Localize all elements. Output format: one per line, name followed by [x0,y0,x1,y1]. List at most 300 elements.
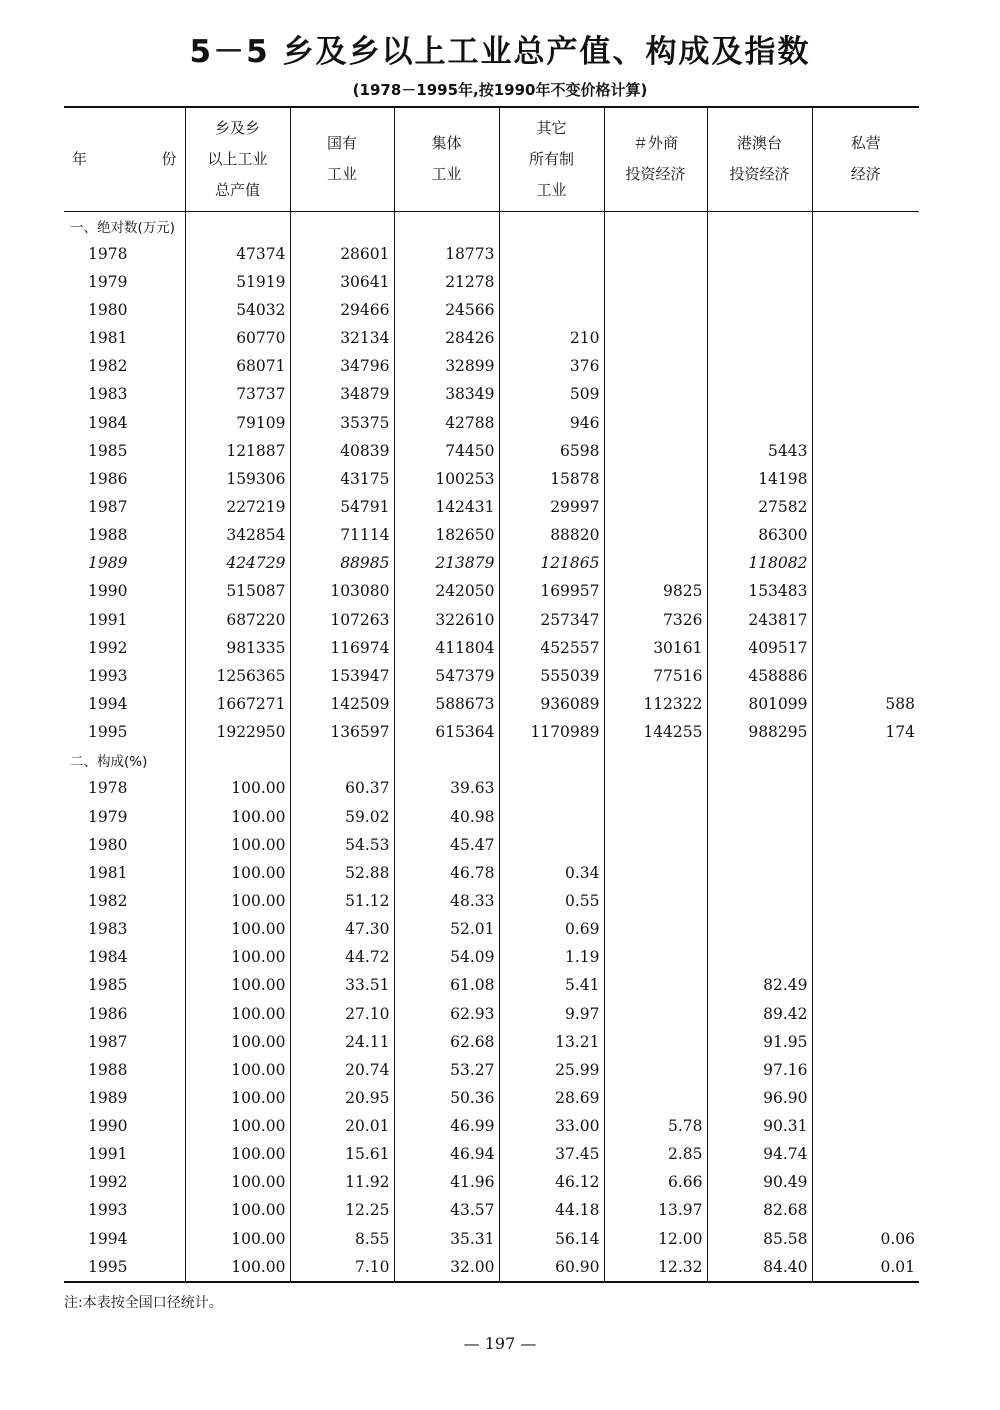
table-cell: 34879 [290,380,394,408]
row-year: 1983 [88,920,128,939]
row-year: 1990 [88,1117,128,1136]
table-cell: 82.68 [707,1196,812,1224]
table-cell: 409517 [707,634,812,662]
row-year: 1989 [88,1088,128,1107]
table-cell [604,915,707,943]
table-row [64,915,919,943]
table-cell: 90.31 [707,1112,812,1140]
section-row [64,746,919,774]
table-cell: 27.10 [290,999,394,1027]
table-cell: 88985 [290,549,394,577]
table-cell: 32899 [394,352,499,380]
header-total [185,107,290,211]
table-cell [604,943,707,971]
table-cell: 90.49 [707,1168,812,1196]
table-row [64,1253,919,1282]
table-cell: 936089 [499,690,604,718]
table-cell: 71114 [290,521,394,549]
table-cell: 0.69 [499,915,604,943]
table-cell: 39.63 [394,774,499,802]
table-cell: 60.37 [290,774,394,802]
table-cell [604,324,707,352]
table-cell: 44.18 [499,1196,604,1224]
table-cell: 73737 [185,380,290,408]
table-cell [812,887,919,915]
table-row [64,1056,919,1084]
table-cell [499,774,604,802]
table-cell: 100.00 [185,1225,290,1253]
table-cell: 96.90 [707,1084,812,1112]
table-cell: 20.95 [290,1084,394,1112]
table-cell: 52.01 [394,915,499,943]
table-cell [604,1056,707,1084]
table-cell: 27582 [707,493,812,521]
table-row [64,1140,919,1168]
table-cell: 121865 [499,549,604,577]
table-cell [812,521,919,549]
header-private-line: 经济 [850,165,881,184]
statistics-table [64,106,919,1283]
table-cell: 121887 [185,437,290,465]
table-row [64,577,919,605]
row-year: 1978 [88,779,128,798]
table-row [64,690,919,718]
table-cell [604,831,707,859]
table-cell: 242050 [394,577,499,605]
table-cell: 547379 [394,662,499,690]
table-cell [707,887,812,915]
table-cell [812,380,919,408]
row-year: 1985 [88,976,128,995]
table-cell: 411804 [394,634,499,662]
footnote: 注:本表按全国口径统计。 [64,1295,223,1311]
table-row [64,859,919,887]
table-row [64,324,919,352]
table-cell: 8.55 [290,1225,394,1253]
table-row [64,662,919,690]
table-cell: 100.00 [185,1140,290,1168]
table-cell: 322610 [394,605,499,633]
table-cell: 54.53 [290,831,394,859]
row-year: 1982 [88,357,128,376]
table-row [64,380,919,408]
table-cell: 142431 [394,493,499,521]
table-cell [812,493,919,521]
table-cell: 74450 [394,437,499,465]
table-cell: 7.10 [290,1253,394,1282]
table-cell: 182650 [394,521,499,549]
table-cell: 59.02 [290,802,394,830]
header-private [812,107,919,211]
table-cell: 33.51 [290,971,394,999]
table-cell: 801099 [707,690,812,718]
table-cell: 210 [499,324,604,352]
row-year: 1988 [88,1060,128,1079]
header-collective [394,107,499,211]
header-other-line: 所有制 [528,149,574,168]
table-cell: 38349 [394,380,499,408]
table-cell [812,1140,919,1168]
table-cell [707,831,812,859]
table-row [64,493,919,521]
table-cell: 9825 [604,577,707,605]
table-cell [812,1056,919,1084]
table-cell: 227219 [185,493,290,521]
table-cell: 30641 [290,268,394,296]
table-cell: 100.00 [185,915,290,943]
table-cell: 555039 [499,662,604,690]
header-state-line: 国有 [326,134,357,153]
table-cell: 61.08 [394,971,499,999]
table-row [64,521,919,549]
row-year: 1981 [88,863,128,882]
row-year: 1986 [88,1004,128,1023]
header-other-line: 工业 [536,180,567,199]
table-cell: 85.58 [707,1225,812,1253]
table-row [64,437,919,465]
table-body [64,211,919,1282]
row-year: 1995 [64,1253,185,1282]
row-year: 1994 [88,694,128,713]
table-cell: 29997 [499,493,604,521]
header-year-left: 年 [72,149,88,168]
row-year: 1980 [88,835,128,854]
table-cell: 82.49 [707,971,812,999]
table-cell [604,408,707,436]
row-year: 1991 [88,1145,128,1164]
table-cell [707,268,812,296]
empty-cell [290,746,394,774]
table-cell: 376 [499,352,604,380]
table-cell [604,521,707,549]
table-cell: 153947 [290,662,394,690]
table-cell [604,859,707,887]
table-cell [499,831,604,859]
table-cell [812,971,919,999]
table-cell: 28601 [290,240,394,268]
table-cell: 79109 [185,408,290,436]
table-cell: 13.21 [499,1028,604,1056]
table-cell: 5.41 [499,971,604,999]
table-cell: 86300 [707,521,812,549]
table-cell [812,943,919,971]
header-foreign-line: ＃外商 [632,134,678,153]
row-year: 1982 [88,891,128,910]
table-cell [707,802,812,830]
table-cell: 77516 [604,662,707,690]
table-row [64,831,919,859]
table-cell [812,802,919,830]
table-cell [499,802,604,830]
table-row [64,774,919,802]
table-row [64,1225,919,1253]
table-cell [707,380,812,408]
row-year: 1988 [88,526,128,545]
table-row [64,1168,919,1196]
table-cell: 40839 [290,437,394,465]
table-cell: 2.85 [604,1140,707,1168]
row-year: 1979 [88,272,128,291]
table-cell: 28426 [394,324,499,352]
empty-cell [812,746,919,774]
table-cell [604,268,707,296]
row-year: 1979 [88,807,128,826]
table-cell: 0.34 [499,859,604,887]
table-cell: 43175 [290,465,394,493]
row-year: 1984 [88,413,128,432]
row-year: 1994 [88,1229,128,1248]
empty-cell [604,746,707,774]
table-row [64,999,919,1027]
row-year: 1989 [88,554,128,573]
table-cell [604,1084,707,1112]
table-cell: 100.00 [185,887,290,915]
table-row [64,296,919,324]
row-year: 1990 [88,582,128,601]
table-row [64,1196,919,1224]
table-cell: 0.06 [812,1225,919,1253]
table-row [64,718,919,746]
table-cell: 20.01 [290,1112,394,1140]
table-cell [604,887,707,915]
table-cell [604,380,707,408]
table-cell: 615364 [394,718,499,746]
table-row [64,1028,919,1056]
table-row [64,802,919,830]
table-cell: 54032 [185,296,290,324]
table-cell [812,605,919,633]
table-cell: 946 [499,408,604,436]
table-cell [707,240,812,268]
table-cell: 91.95 [707,1028,812,1056]
table-cell: 257347 [499,605,604,633]
table-cell: 35375 [290,408,394,436]
table-cell: 100.00 [185,1253,290,1282]
table-cell: 15.61 [290,1140,394,1168]
row-year: 1980 [88,300,128,319]
table-cell [499,296,604,324]
table-cell: 988295 [707,718,812,746]
empty-cell [707,746,812,774]
table-cell [604,437,707,465]
row-year: 1993 [88,666,128,685]
table-cell: 342854 [185,521,290,549]
table-cell: 40.98 [394,802,499,830]
table-cell: 1170989 [499,718,604,746]
table-cell: 42788 [394,408,499,436]
table-cell [812,577,919,605]
row-year: 1981 [88,329,128,348]
row-year: 1995 [88,723,128,742]
table-cell: 509 [499,380,604,408]
table-cell: 100.00 [185,1112,290,1140]
table-cell: 47.30 [290,915,394,943]
table-cell [812,408,919,436]
table-cell [707,774,812,802]
section-row [64,211,919,240]
table-cell: 515087 [185,577,290,605]
table-cell: 21278 [394,268,499,296]
table-cell: 14198 [707,465,812,493]
table-cell: 44.72 [290,943,394,971]
table-cell [812,774,919,802]
header-foreign-line: 投资经济 [625,165,686,184]
table-cell [812,549,919,577]
table-cell: 100.00 [185,971,290,999]
table-cell: 46.12 [499,1168,604,1196]
table-cell: 13.97 [604,1196,707,1224]
table-cell [812,1168,919,1196]
table-cell: 213879 [394,549,499,577]
table-row [64,240,919,268]
row-year: 1992 [88,638,128,657]
table-cell: 33.00 [499,1112,604,1140]
table-cell: 43.57 [394,1196,499,1224]
section-label: 二、构成(%) [70,754,148,771]
header-state [290,107,394,211]
table-cell: 24566 [394,296,499,324]
row-year: 1992 [88,1173,128,1192]
table-cell: 118082 [707,549,812,577]
table-row [64,634,919,662]
row-year: 1987 [88,497,128,516]
table-cell: 100.00 [185,859,290,887]
table-cell: 25.99 [499,1056,604,1084]
table-cell [812,324,919,352]
table-cell: 100.00 [185,1168,290,1196]
table-cell [812,915,919,943]
table-cell: 28.69 [499,1084,604,1112]
row-year: 1985 [88,441,128,460]
table-cell: 34796 [290,352,394,380]
table-cell: 103080 [290,577,394,605]
table-cell: 100.00 [185,943,290,971]
table-cell [604,465,707,493]
table-cell: 1256365 [185,662,290,690]
header-total-line: 乡及乡 [214,118,260,137]
table-cell [812,437,919,465]
header-hmt-line: 港澳台 [736,134,782,153]
table-cell: 100253 [394,465,499,493]
table-cell: 68071 [185,352,290,380]
table-cell [707,408,812,436]
table-cell: 100.00 [185,1028,290,1056]
table-cell: 51919 [185,268,290,296]
table-cell: 94.74 [707,1140,812,1168]
table-cell: 41.96 [394,1168,499,1196]
empty-cell [394,746,499,774]
table-cell: 1922950 [185,718,290,746]
table-cell [812,268,919,296]
section-label: 一、绝对数(万元) [70,219,176,236]
row-year: 1987 [88,1032,128,1051]
table-row [64,549,919,577]
empty-cell [290,211,394,240]
table-cell [499,268,604,296]
table-cell: 53.27 [394,1056,499,1084]
table-cell: 62.68 [394,1028,499,1056]
row-year: 1983 [88,385,128,404]
table-cell: 50.36 [394,1084,499,1112]
row-year: 1986 [88,469,128,488]
table-cell: 136597 [290,718,394,746]
header-foreign [604,107,707,211]
table-cell: 6.66 [604,1168,707,1196]
table-cell [604,802,707,830]
table-cell [812,999,919,1027]
table-cell [812,634,919,662]
table-cell: 11.92 [290,1168,394,1196]
table-row [64,887,919,915]
empty-cell [185,211,290,240]
table-cell: 100.00 [185,1084,290,1112]
table-row [64,943,919,971]
table-cell: 159306 [185,465,290,493]
table-cell [812,859,919,887]
table-cell [812,1112,919,1140]
table-header-row [64,107,919,211]
table-cell: 54791 [290,493,394,521]
table-row [64,971,919,999]
table-cell: 46.94 [394,1140,499,1168]
empty-cell [499,746,604,774]
header-total-line: 以上工业 [207,149,268,168]
table-cell: 12.00 [604,1225,707,1253]
table-cell: 51.12 [290,887,394,915]
table-cell [604,999,707,1027]
table-cell: 30161 [604,634,707,662]
table-row [64,268,919,296]
table-cell [812,296,919,324]
table-cell: 46.78 [394,859,499,887]
table-cell [707,859,812,887]
page-number: — 197 — [463,1334,537,1353]
table-cell [812,1028,919,1056]
table-cell [812,240,919,268]
table-cell: 5443 [707,437,812,465]
header-hmt [707,107,812,211]
table-cell: 52.88 [290,859,394,887]
table-row [64,408,919,436]
header-private-line: 私营 [850,134,881,153]
table-cell: 84.40 [707,1253,812,1282]
table-cell [707,296,812,324]
table-cell [812,1196,919,1224]
table-cell: 15878 [499,465,604,493]
table-cell: 424729 [185,549,290,577]
table-cell: 6598 [499,437,604,465]
table-cell: 12.25 [290,1196,394,1224]
table-cell [707,324,812,352]
header-total-line: 总产值 [214,180,260,199]
table-cell: 1.19 [499,943,604,971]
table-cell [812,465,919,493]
table-cell: 9.97 [499,999,604,1027]
table-cell [707,943,812,971]
row-year: 1978 [88,244,128,263]
table-cell: 37.45 [499,1140,604,1168]
row-year: 1991 [88,610,128,629]
header-state-line: 工业 [326,165,357,184]
table-cell: 100.00 [185,999,290,1027]
page-title: 5－5 乡及乡以上工业总产值、构成及指数 [189,34,811,70]
table-cell [499,240,604,268]
table-cell [604,352,707,380]
table-cell: 100.00 [185,802,290,830]
table-cell: 458886 [707,662,812,690]
table-cell: 0.55 [499,887,604,915]
page-subtitle: (1978－1995年,按1990年不变价格计算) [352,81,648,99]
